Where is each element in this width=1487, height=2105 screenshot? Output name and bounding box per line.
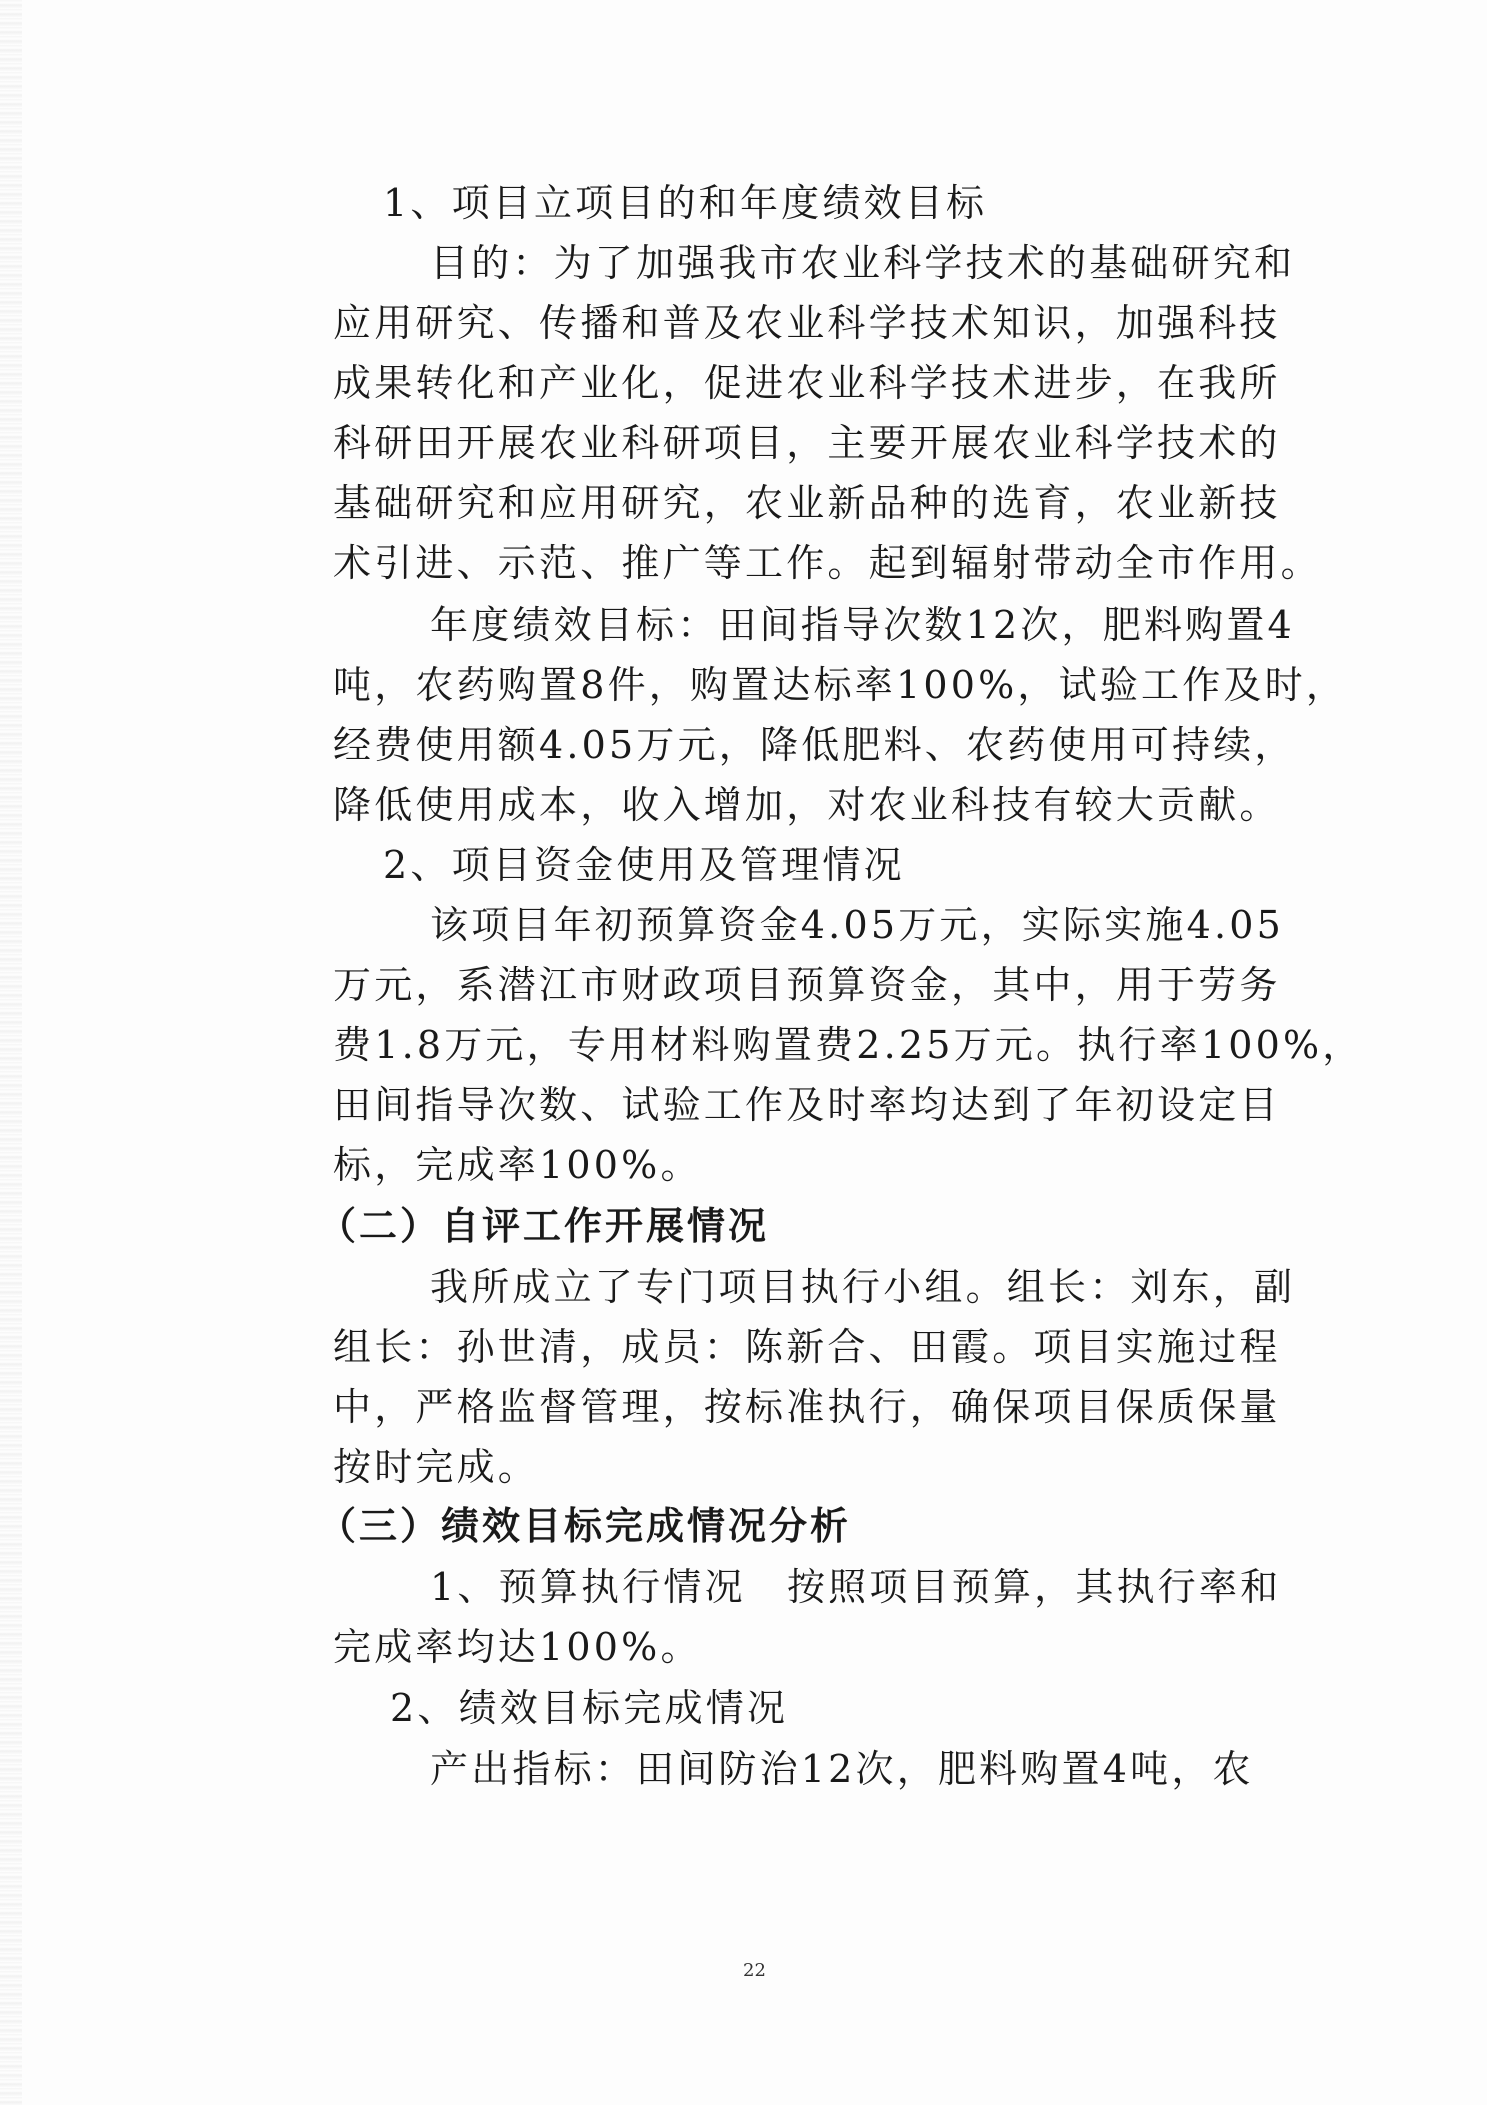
section-heading-performance-analysis: （三）绩效目标完成情况分析	[318, 1503, 852, 1548]
page-number: 22	[743, 1960, 766, 1981]
paragraph-line: 完成率均达100%。	[333, 1625, 702, 1669]
paragraph-line: 应用研究、传播和普及农业科学技术知识，加强科技	[333, 301, 1281, 345]
subheading-performance-completion: 2、绩效目标完成情况	[390, 1686, 789, 1730]
paragraph-line: 经费使用额4.05万元，降低肥料、农药使用可持续，	[333, 723, 1296, 767]
paragraph-line: 田间指导次数、试验工作及时率均达到了年初设定目	[333, 1083, 1281, 1127]
paragraph-line: 万元，系潜江市财政项目预算资金，其中，用于劳务	[333, 963, 1281, 1007]
paragraph-line: 该项目年初预算资金4.05万元，实际实施4.05	[430, 903, 1285, 947]
paragraph-line: 降低使用成本，收入增加，对农业科技有较大贡献。	[333, 783, 1281, 827]
paragraph-line: 吨，农药购置8件，购置达标率100%，试验工作及时，	[333, 663, 1348, 707]
paragraph-line: 标，完成率100%。	[333, 1143, 702, 1187]
paragraph-line: 基础研究和应用研究，农业新品种的选育，农业新技	[333, 481, 1281, 525]
scan-edge	[0, 0, 22, 2105]
section-heading-self-evaluation: （二）自评工作开展情况	[318, 1203, 770, 1248]
paragraph-line: 术引进、示范、推广等工作。起到辐射带动全市作用。	[333, 541, 1322, 585]
paragraph-line: 年度绩效目标：田间指导次数12次，肥料购置4	[430, 603, 1295, 647]
paragraph-line: 产出指标：田间防治12次，肥料购置4吨，农	[430, 1747, 1254, 1791]
paragraph-line: 科研田开展农业科研项目，主要开展农业科学技术的	[333, 421, 1281, 465]
paragraph-line: 按时完成。	[333, 1445, 540, 1489]
subheading-project-purpose: 1、项目立项目的和年度绩效目标	[383, 181, 988, 225]
paragraph-line: 费1.8万元，专用材料购置费2.25万元。执行率100%，	[333, 1023, 1364, 1067]
subheading-funds-usage: 2、项目资金使用及管理情况	[383, 843, 905, 887]
paragraph-line: 1、预算执行情况 按照项目预算，其执行率和	[430, 1565, 1282, 1609]
paragraph-line: 目的：为了加强我市农业科学技术的基础研究和	[430, 241, 1296, 285]
paragraph-line: 组长：孙世清，成员：陈新合、田霞。项目实施过程	[333, 1325, 1281, 1369]
paragraph-line: 中，严格监督管理，按标准执行，确保项目保质保量	[333, 1385, 1281, 1429]
paragraph-line: 我所成立了专门项目执行小组。组长：刘东，副	[430, 1265, 1296, 1309]
paragraph-line: 成果转化和产业化，促进农业科学技术进步，在我所	[333, 361, 1281, 405]
